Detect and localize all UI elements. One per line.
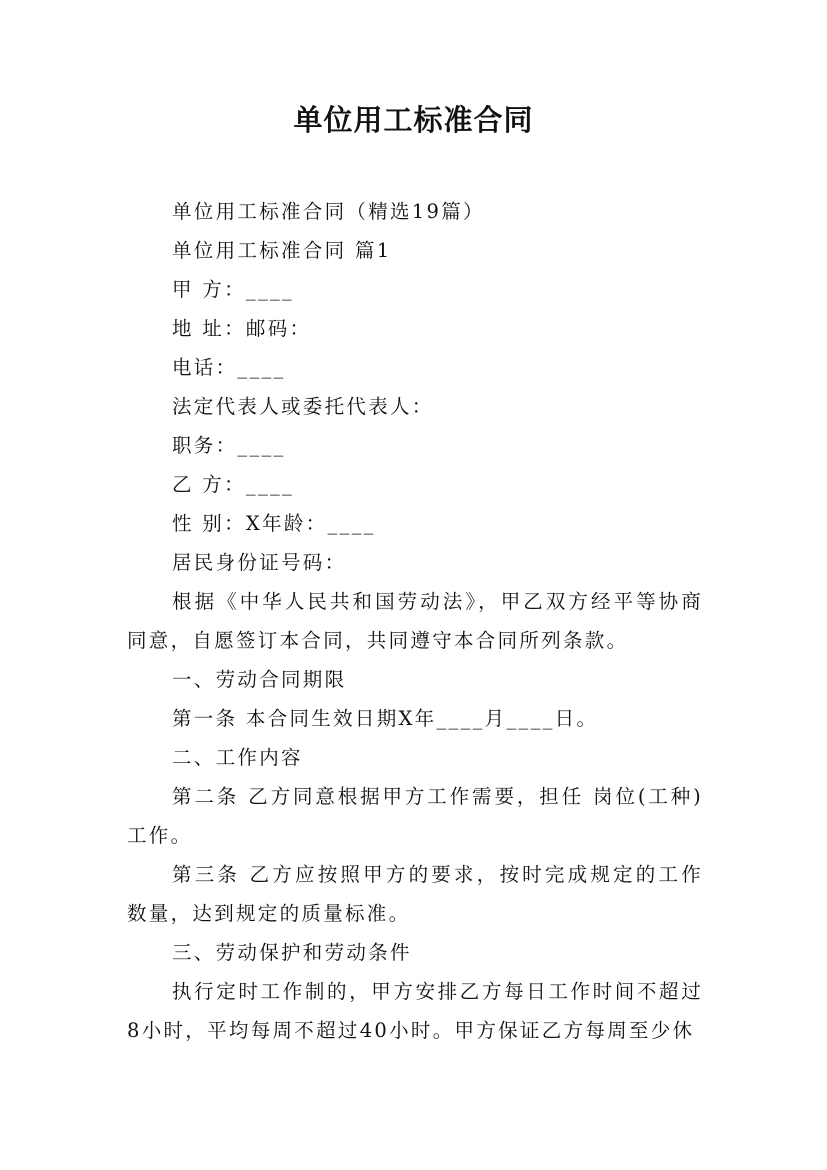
paragraph-address: 地 址：邮码： bbox=[172, 317, 312, 340]
paragraph-id-number: 居民身份证号码： bbox=[172, 551, 347, 574]
paragraph-article-3: 第三条 乙方应按照甲方的要求，按时完成规定的工作数量，达到规定的质量标准。 bbox=[127, 863, 703, 925]
document-title: 单位用工标准合同 bbox=[293, 103, 534, 137]
paragraph-heading-protection: 三、劳动保护和劳动条件 bbox=[172, 941, 412, 964]
paragraph-basis: 根据《中华人民共和国劳动法》，甲乙双方经平等协商同意，自愿签订本合同，共同遵守本合同所列条款。 bbox=[127, 590, 703, 652]
paragraph-legal-representative: 法定代表人或委托代表人： bbox=[172, 395, 434, 418]
paragraph-gender-age: 性 别：X年龄：____ bbox=[172, 512, 376, 535]
paragraph-subtitle: 单位用工标准合同（精选19篇） bbox=[172, 200, 485, 223]
paragraph-article-1: 第一条 本合同生效日期X年____月____日。 bbox=[172, 707, 599, 730]
paragraph-party-a: 甲 方：____ bbox=[172, 278, 295, 301]
paragraph-heading-term: 一、劳动合同期限 bbox=[172, 668, 347, 691]
paragraph-section-heading: 单位用工标准合同 篇1 bbox=[172, 239, 392, 262]
paragraph-phone: 电话：____ bbox=[172, 356, 286, 379]
paragraph-article-2: 第二条 乙方同意根据甲方工作需要，担任 岗位(工种)工作。 bbox=[127, 785, 703, 847]
paragraph-heading-content: 二、工作内容 bbox=[172, 746, 303, 769]
paragraph-working-hours: 执行定时工作制的，甲方安排乙方每日工作时间不超过8小时，平均每周不超过40小时。甲方保证乙方每周至少休 bbox=[127, 980, 703, 1042]
document-body bbox=[127, 192, 703, 1050]
paragraph-position: 职务：____ bbox=[172, 434, 286, 457]
paragraph-party-b: 乙 方：____ bbox=[172, 473, 295, 496]
